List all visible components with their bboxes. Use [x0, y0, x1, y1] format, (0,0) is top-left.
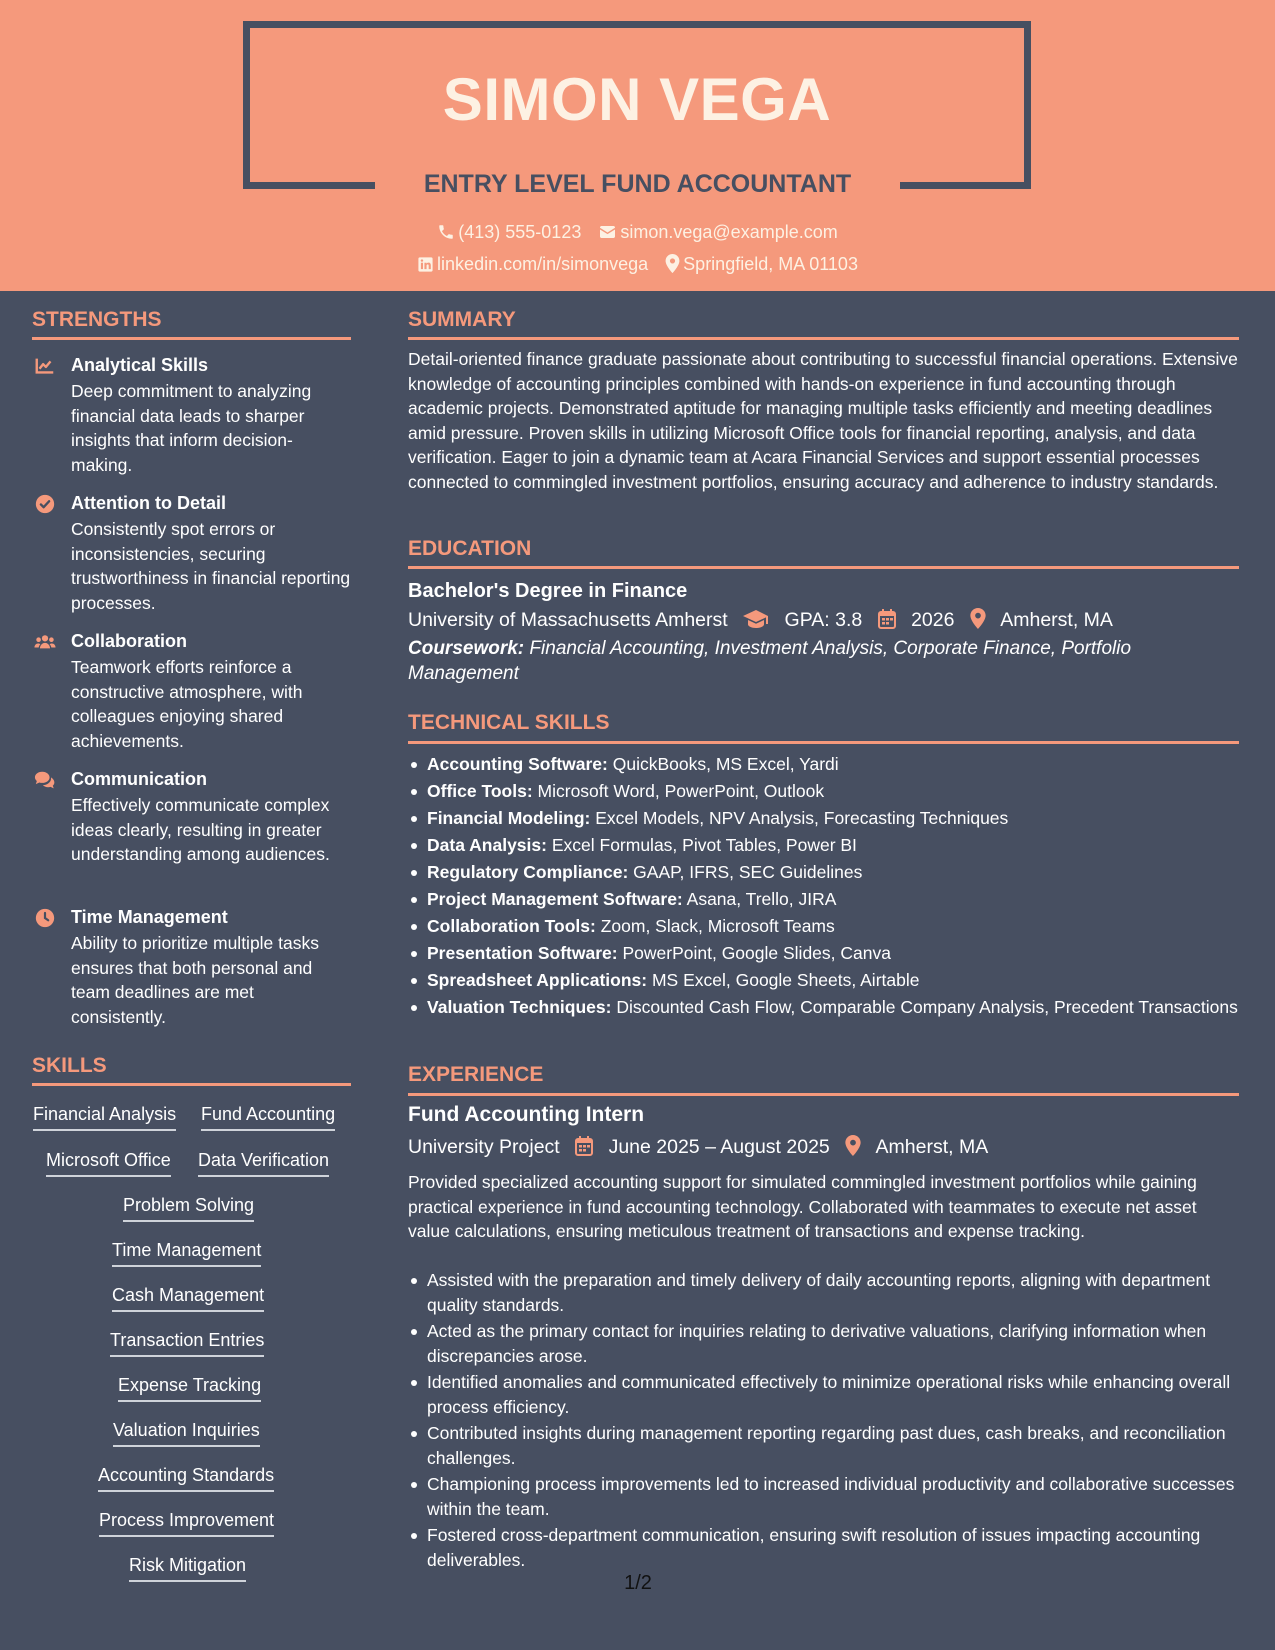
linkedin-text: linkedin.com/in/simonvega — [437, 254, 649, 274]
candidate-name: SIMON VEGA — [442, 66, 832, 133]
list-item — [427, 752, 1257, 777]
skill-values: Discounted Cash Flow, Comparable Company Analysis, Precedent Transactions — [616, 997, 1238, 1017]
location-text: Springfield, MA 01103 — [683, 254, 858, 274]
phone-icon — [437, 223, 455, 241]
list-item: Acted as the primary contact for inquiries relating to derivative valuations, clarifying information when discrepancies arose. — [427, 1319, 1257, 1368]
skill-values: Microsoft Word, PowerPoint, Outlook — [537, 781, 825, 801]
skills-heading: SKILLS — [32, 1054, 107, 1077]
coursework-list: Financial Accounting, Investment Analysis, Corporate Finance, Portfolio Management — [408, 638, 1132, 684]
email-contact[interactable] — [598, 220, 837, 244]
experience-heading: EXPERIENCE — [408, 1063, 544, 1086]
linkedin-icon — [417, 256, 434, 273]
skill-category: Financial Modeling: — [427, 808, 591, 828]
skill-chip: Risk Mitigation — [129, 1553, 246, 1582]
education-location: Amherst, MA — [1000, 609, 1113, 631]
skill-values: Asana, Trello, JIRA — [686, 889, 837, 909]
list-item — [427, 860, 1257, 885]
users-icon — [34, 631, 56, 653]
contact-row-2 — [0, 252, 1275, 276]
skill-values: GAAP, IFRS, SEC Guidelines — [633, 862, 863, 882]
skill-values: PowerPoint, Google Slides, Canva — [622, 943, 891, 963]
skill-chip: Problem Solving — [123, 1193, 254, 1222]
gpa-text: GPA: 3.8 — [784, 609, 863, 631]
skill-chip: Data Verification — [198, 1148, 329, 1177]
education-rule — [408, 566, 1239, 569]
list-item — [427, 887, 1257, 912]
email-text: simon.vega@example.com — [620, 222, 838, 242]
strength-title: Time Management — [71, 907, 228, 927]
header-frame-left-foot — [243, 182, 375, 189]
strengths-heading: STRENGTHS — [32, 308, 162, 331]
skill-values: Zoom, Slack, Microsoft Teams — [600, 916, 835, 936]
skill-category: Presentation Software: — [427, 943, 618, 963]
education-meta — [408, 607, 1113, 633]
coursework — [408, 637, 1238, 686]
company-name: University Project — [408, 1136, 560, 1158]
strength-description: Consistently spot errors or inconsistencies, securing trustworthiness in financial reporting processes. — [71, 519, 351, 613]
skill-category: Office Tools: — [427, 781, 533, 801]
skills-rule — [32, 1083, 351, 1086]
strength-description: Teamwork efforts reinforce a constructive atmosphere, with colleagues enjoying shared achievements. — [71, 657, 303, 751]
graduation-year: 2026 — [911, 609, 955, 631]
list-item: Fostered cross-department communication, ensuring swift resolution of issues impacting accounting deliverables. — [427, 1523, 1257, 1572]
skill-chip: Financial Analysis — [33, 1102, 176, 1131]
skill-category: Project Management Software: — [427, 889, 683, 909]
map-marker-icon — [845, 1135, 861, 1156]
map-marker-icon — [970, 608, 986, 629]
skill-chip: Process Improvement — [99, 1508, 274, 1537]
job-location: Amherst, MA — [875, 1136, 989, 1158]
skill-category: Spreadsheet Applications: — [427, 970, 648, 990]
location-contact — [665, 252, 858, 276]
list-item — [427, 914, 1257, 939]
strength-title: Communication — [71, 769, 208, 789]
experience-rule — [408, 1093, 1239, 1096]
skill-category: Regulatory Compliance: — [427, 862, 629, 882]
summary-heading: SUMMARY — [408, 308, 516, 331]
job-title: Fund Accounting Intern — [408, 1103, 645, 1126]
phone-text: (413) 555-0123 — [458, 222, 582, 242]
page-number: 1/2 — [624, 1572, 652, 1594]
skill-chip: Transaction Entries — [110, 1328, 264, 1357]
list-item: Identified anomalies and communicated effectively to minimize operational risks while enhancing overall process efficiency. — [427, 1370, 1257, 1419]
job-dates: June 2025 – August 2025 — [608, 1136, 830, 1158]
skill-category: Collaboration Tools: — [427, 916, 596, 936]
skill-values: MS Excel, Google Sheets, Airtable — [651, 970, 920, 990]
skill-values: Excel Formulas, Pivot Tables, Power BI — [551, 835, 857, 855]
calendar-icon — [878, 609, 896, 629]
clock-icon — [34, 907, 56, 929]
skill-chip: Microsoft Office — [46, 1148, 171, 1177]
chart-line-icon — [34, 355, 56, 377]
technical-skills-heading: TECHNICAL SKILLS — [408, 711, 610, 734]
skill-values: Excel Models, NPV Analysis, Forecasting Techniques — [595, 808, 1009, 828]
skill-chip: Expense Tracking — [118, 1373, 261, 1402]
list-item — [427, 968, 1257, 993]
skill-values: QuickBooks, MS Excel, Yardi — [612, 754, 839, 774]
graduation-cap-icon — [743, 609, 769, 629]
list-item: Assisted with the preparation and timely delivery of daily accounting reports, aligning with department quality standards. — [427, 1268, 1257, 1317]
check-circle-icon — [34, 493, 56, 515]
skill-category: Valuation Techniques: — [427, 997, 612, 1017]
list-item: Contributed insights during management reporting regarding past dues, cash breaks, and reconciliation challenges. — [427, 1421, 1257, 1470]
phone-contact — [437, 220, 581, 244]
list-item — [427, 833, 1257, 858]
resume-header — [0, 0, 1275, 291]
technical-skills-rule — [408, 741, 1239, 744]
strength-title: Analytical Skills — [71, 355, 209, 375]
list-item — [427, 779, 1257, 804]
comments-icon — [34, 769, 56, 791]
skill-category: Data Analysis: — [427, 835, 547, 855]
technical-skills-list — [408, 752, 1257, 1022]
envelope-icon — [598, 223, 617, 241]
summary-rule — [408, 337, 1239, 340]
calendar-icon — [575, 1136, 593, 1156]
skill-chip: Accounting Standards — [98, 1463, 274, 1492]
list-item: Championing process improvements led to increased individual productivity and collaborative successes within the team. — [427, 1472, 1257, 1521]
list-item — [427, 806, 1257, 831]
job-description: Provided specialized accounting support for simulated commingled investment portfolios while gaining practical experience in fund accounting technology. Collaborated with teammates to execute net asset value calculations, ensuring meticulous treatment of transactions and expense tracking. — [408, 1172, 1197, 1242]
list-item — [427, 941, 1257, 966]
header-frame-right-foot — [900, 182, 1031, 189]
skill-chip: Fund Accounting — [201, 1102, 335, 1131]
contact-row-1 — [0, 220, 1275, 244]
summary-text: Detail-oriented finance graduate passionate about contributing to successful financial operations. Extensive knowledge of accounting principles combined with hands-on experience in fund accounting through academic projects. Demonstrated aptitude for managing multiple tasks efficiently and meeting deadlines amid pressure. Proven skills in utilizing Microsoft Office tools for financial reporting, analysis, and data verification. Eager to join a dynamic team at Acara Financial Services and support essential processes connected to commingled investment portfolios, ensuring accuracy and adherence to industry standards. — [408, 349, 1238, 492]
linkedin-contact[interactable] — [417, 252, 648, 276]
candidate-title: ENTRY LEVEL FUND ACCOUNTANT — [423, 170, 852, 198]
list-item — [427, 995, 1257, 1020]
strength-description: Effectively communicate complex ideas clearly, resulting in greater understanding among audiences. — [71, 795, 330, 864]
job-bullets — [408, 1268, 1257, 1574]
experience-meta — [408, 1134, 988, 1160]
strength-description: Ability to prioritize multiple tasks ensures that both personal and team deadlines are met consistently. — [71, 933, 319, 1027]
skill-chip: Valuation Inquiries — [113, 1418, 260, 1447]
skill-chip: Time Management — [112, 1238, 261, 1267]
strength-description: Deep commitment to analyzing financial data leads to sharper insights that inform decision-making. — [71, 381, 312, 475]
strength-title: Attention to Detail — [71, 493, 226, 513]
school-name: University of Massachusetts Amherst — [408, 609, 728, 631]
skill-category: Accounting Software: — [427, 754, 608, 774]
strength-title: Collaboration — [71, 631, 187, 651]
skill-chip: Cash Management — [112, 1283, 264, 1312]
map-marker-icon — [665, 254, 680, 273]
education-heading: EDUCATION — [408, 537, 532, 560]
strengths-rule — [32, 337, 351, 340]
degree-title: Bachelor's Degree in Finance — [408, 580, 688, 602]
coursework-label: Coursework: — [408, 638, 525, 659]
